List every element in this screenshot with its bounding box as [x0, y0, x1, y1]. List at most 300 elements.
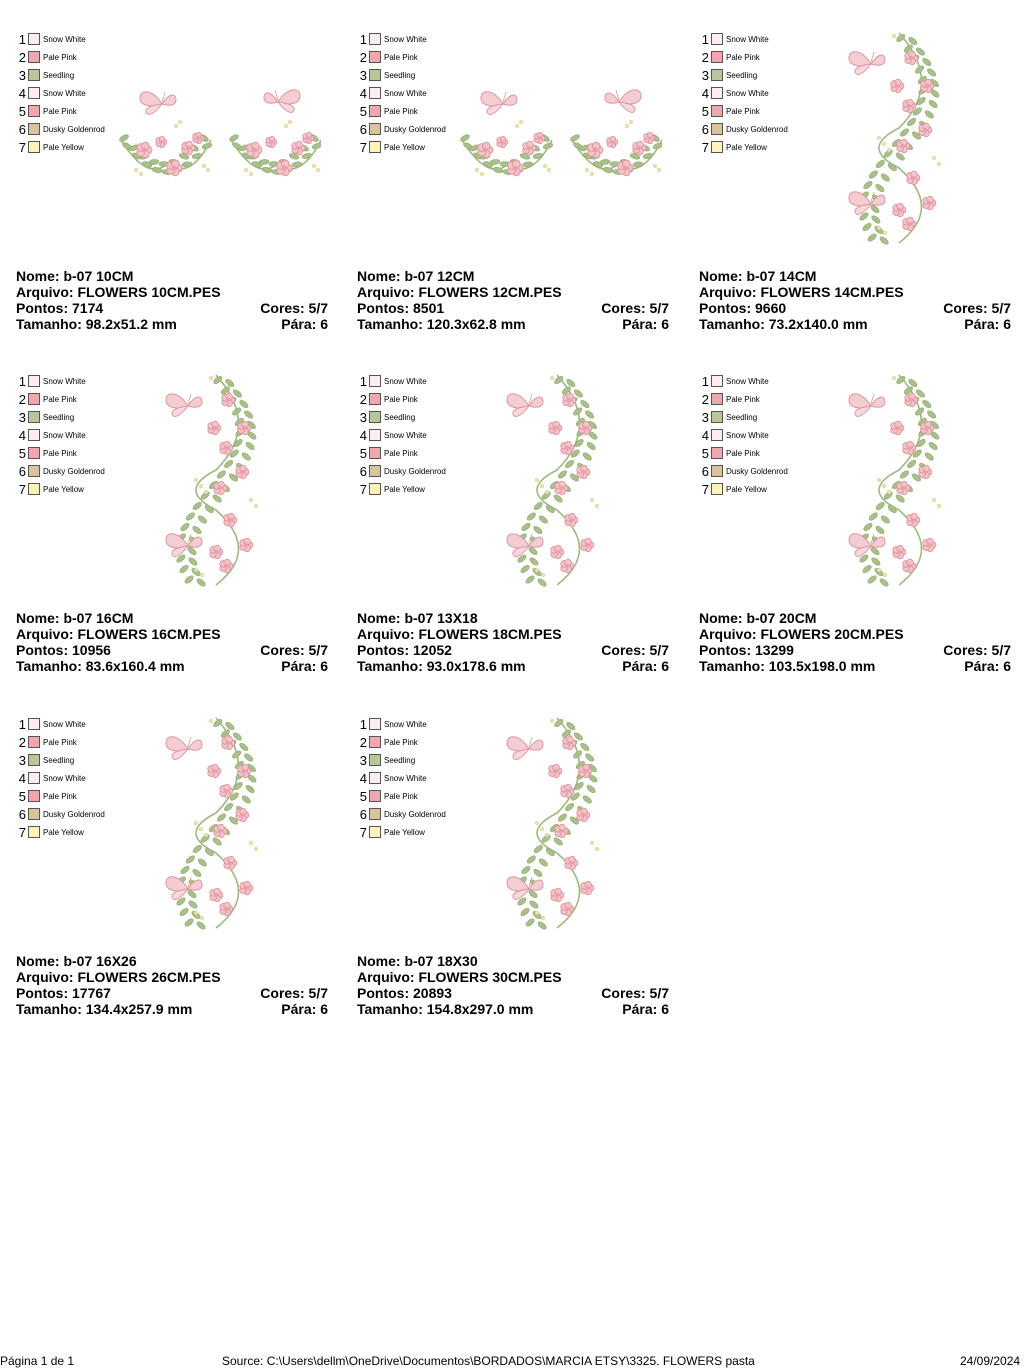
bead-motif	[882, 484, 886, 488]
leaf-motif	[197, 857, 208, 867]
color-swatch	[28, 808, 40, 820]
color-number: 4	[359, 427, 367, 443]
leaf-motif	[862, 522, 873, 532]
bead-motif	[134, 168, 138, 172]
color-row	[14, 30, 105, 48]
flower-motif	[214, 481, 227, 494]
color-number: 3	[359, 67, 367, 83]
flower-motif	[497, 136, 508, 147]
flower-motif	[891, 79, 904, 92]
color-name: Dusky Goldenrod	[43, 466, 105, 476]
bead-motif	[590, 172, 594, 176]
color-name: Seedling	[384, 755, 416, 765]
color-number: 5	[18, 445, 26, 461]
color-number: 7	[18, 481, 26, 497]
color-number: 4	[18, 427, 26, 443]
leaf-motif	[867, 574, 878, 584]
color-row	[355, 733, 446, 751]
leaf-motif	[179, 907, 190, 917]
bead-motif	[535, 821, 539, 825]
leaf-motif	[259, 159, 269, 165]
bead-motif	[545, 490, 549, 494]
design-name: Nome: b-07 14CM	[699, 268, 817, 284]
color-name: Pale Yellow	[43, 142, 84, 152]
color-name: Snow White	[43, 719, 86, 729]
leaf-motif	[528, 556, 539, 566]
color-number: 1	[359, 716, 367, 732]
color-name: Pale Pink	[726, 106, 760, 116]
color-swatch	[28, 465, 40, 477]
leaf-motif	[243, 752, 254, 762]
design-card	[349, 20, 669, 350]
flower-motif	[577, 808, 590, 821]
color-swatch	[28, 826, 40, 838]
bead-motif	[540, 827, 544, 831]
color-number: 2	[701, 49, 709, 65]
bead-motif	[932, 156, 936, 160]
color-row	[14, 751, 105, 769]
color-swatch	[369, 411, 381, 423]
flower-motif	[167, 160, 182, 176]
flower-motif	[577, 465, 590, 478]
butterfly-motif	[166, 394, 202, 417]
leaf-motif	[520, 522, 531, 532]
butterfly-motif	[264, 90, 300, 113]
stop-count: Pára: 6	[622, 316, 669, 332]
leaf-motif	[862, 564, 873, 574]
bead-motif	[174, 124, 178, 128]
color-list	[697, 30, 788, 156]
color-row	[355, 138, 446, 156]
leaf-motif	[533, 501, 544, 511]
leaf-motif	[118, 133, 129, 142]
leaf-motif	[924, 109, 935, 119]
design-size: Tamanho: 154.8x297.0 mm	[357, 1001, 534, 1017]
flower-motif	[893, 545, 906, 558]
color-row	[14, 733, 105, 751]
leaf-motif	[245, 784, 256, 794]
leaf-motif	[574, 438, 585, 448]
leaf-motif	[868, 511, 879, 521]
leaf-motif	[899, 127, 910, 137]
bead-motif	[932, 498, 936, 502]
color-number: 4	[18, 770, 26, 786]
color-row	[697, 372, 788, 390]
flower-motif	[222, 393, 235, 406]
color-row	[14, 390, 105, 408]
color-name: Dusky Goldenrod	[384, 466, 446, 476]
color-swatch	[28, 754, 40, 766]
color-number: 2	[701, 391, 709, 407]
design-name: Nome: b-07 16CM	[16, 610, 134, 626]
color-number: 1	[701, 373, 709, 389]
leaf-motif	[526, 854, 537, 864]
leaf-motif	[586, 441, 597, 451]
color-swatch	[369, 718, 381, 730]
flower-motif	[607, 136, 618, 147]
color-row	[14, 48, 105, 66]
color-name: Snow White	[726, 376, 769, 386]
color-swatch	[28, 429, 40, 441]
color-number: 2	[359, 734, 367, 750]
bead-motif	[249, 498, 253, 502]
leaf-motif	[557, 812, 568, 822]
color-name: Pale Pink	[384, 52, 418, 62]
stop-count: Pára: 6	[964, 316, 1011, 332]
flower-motif	[210, 545, 223, 558]
bead-motif	[316, 168, 320, 172]
flower-motif	[551, 545, 564, 558]
color-swatch	[711, 123, 723, 135]
leaf-motif	[184, 917, 195, 927]
leaf-motif	[538, 514, 549, 524]
color-row	[355, 787, 446, 805]
color-swatch	[369, 393, 381, 405]
color-number: 4	[701, 427, 709, 443]
bead-motif	[480, 172, 484, 176]
design-file: Arquivo: FLOWERS 18CM.PES	[357, 626, 562, 642]
color-row	[355, 823, 446, 841]
color-name: Snow White	[384, 34, 427, 44]
color-list	[14, 372, 105, 498]
flower-motif	[897, 481, 910, 494]
stitch-count: Pontos: 10956	[16, 642, 111, 658]
flower-motif	[897, 139, 910, 152]
color-swatch	[28, 123, 40, 135]
color-number: 3	[701, 67, 709, 83]
color-swatch	[28, 790, 40, 802]
design-name: Nome: b-07 12CM	[357, 268, 475, 284]
flower-motif	[549, 421, 562, 434]
stitch-count: Pontos: 8501	[357, 300, 445, 316]
color-name: Pale Pink	[726, 448, 760, 458]
color-row	[697, 102, 788, 120]
flower-motif	[240, 538, 253, 551]
butterfly-motif	[507, 737, 543, 760]
color-swatch	[28, 483, 40, 495]
color-swatch	[711, 429, 723, 441]
flower-motif	[220, 784, 233, 797]
design-size: Tamanho: 103.5x198.0 mm	[699, 658, 876, 674]
leaf-motif	[916, 96, 927, 106]
flower-motif	[277, 160, 292, 176]
leaf-motif	[916, 438, 927, 448]
color-row	[355, 102, 446, 120]
color-name: Seedling	[384, 412, 416, 422]
flower-motif	[919, 123, 932, 136]
design-card	[691, 20, 1011, 350]
bead-motif	[312, 164, 316, 168]
color-row	[355, 769, 446, 787]
color-name: Snow White	[43, 430, 86, 440]
color-row	[14, 372, 105, 390]
color-number: 5	[359, 788, 367, 804]
flower-motif	[903, 441, 916, 454]
leaf-motif	[187, 899, 198, 909]
design-size: Tamanho: 120.3x62.8 mm	[357, 316, 526, 332]
butterfly-motif	[481, 92, 517, 115]
color-swatch	[369, 87, 381, 99]
color-number: 7	[18, 139, 26, 155]
stop-count: Pára: 6	[281, 316, 328, 332]
leaf-motif	[187, 556, 198, 566]
stop-count: Pára: 6	[622, 658, 669, 674]
color-swatch	[369, 51, 381, 63]
color-row	[14, 715, 105, 733]
color-swatch	[369, 483, 381, 495]
flower-motif	[565, 513, 578, 526]
flower-motif	[563, 393, 576, 406]
color-name: Pale Pink	[43, 52, 77, 62]
color-row	[14, 769, 105, 787]
color-row	[697, 138, 788, 156]
color-number: 4	[701, 85, 709, 101]
bead-motif	[595, 847, 599, 851]
leaf-motif	[233, 438, 244, 448]
color-swatch	[28, 33, 40, 45]
color-number: 1	[359, 31, 367, 47]
leaf-motif	[191, 868, 202, 878]
flower-motif	[563, 736, 576, 749]
bead-motif	[877, 226, 881, 230]
color-name: Pale Pink	[384, 448, 418, 458]
color-name: Dusky Goldenrod	[43, 124, 105, 134]
color-swatch	[711, 483, 723, 495]
color-row	[697, 480, 788, 498]
leaf-motif	[862, 180, 873, 190]
color-swatch	[711, 465, 723, 477]
color-swatch	[369, 826, 381, 838]
color-name: Pale Pink	[384, 106, 418, 116]
color-number: 7	[359, 139, 367, 155]
leaf-motif	[537, 577, 548, 587]
leaf-motif	[542, 142, 553, 150]
bead-motif	[200, 916, 204, 920]
color-swatch	[369, 790, 381, 802]
flower-motif	[182, 141, 195, 154]
color-name: Pale Pink	[43, 448, 77, 458]
design-size: Tamanho: 93.0x178.6 mm	[357, 658, 526, 674]
color-row	[355, 372, 446, 390]
color-row	[355, 715, 446, 733]
color-swatch	[369, 33, 381, 45]
color-row	[697, 444, 788, 462]
color-number: 5	[359, 445, 367, 461]
color-number: 6	[359, 806, 367, 822]
bead-motif	[937, 504, 941, 508]
design-card	[349, 362, 669, 692]
flower-motif	[224, 513, 237, 526]
bead-motif	[540, 484, 544, 488]
color-swatch	[28, 411, 40, 423]
color-number: 3	[18, 409, 26, 425]
bead-motif	[937, 162, 941, 166]
color-number: 1	[18, 373, 26, 389]
color-row	[355, 390, 446, 408]
bead-motif	[535, 568, 539, 572]
color-name: Snow White	[43, 34, 86, 44]
color-number: 4	[359, 85, 367, 101]
flower-motif	[224, 856, 237, 869]
leaf-motif	[526, 511, 537, 521]
color-swatch	[711, 141, 723, 153]
leaf-motif	[574, 781, 585, 791]
color-count: Cores: 5/7	[601, 300, 669, 316]
stitch-count: Pontos: 17767	[16, 985, 111, 1001]
design-info	[357, 953, 669, 1017]
flower-motif	[565, 856, 578, 869]
color-row	[697, 48, 788, 66]
flower-motif	[905, 393, 918, 406]
color-name: Dusky Goldenrod	[43, 809, 105, 819]
color-list	[355, 715, 446, 841]
flower-motif	[214, 824, 227, 837]
source-path: Source: C:\Users\dellm\OneDrive\Documentos\BORDADOS\MARCIA ETSY\3325. FLOWERS pasta	[222, 1354, 755, 1368]
flower-motif	[907, 171, 920, 184]
leaf-motif	[490, 159, 500, 165]
bead-motif	[535, 911, 539, 915]
color-number: 5	[18, 103, 26, 119]
color-row	[355, 408, 446, 426]
color-swatch	[369, 141, 381, 153]
color-number: 7	[701, 481, 709, 497]
color-swatch	[28, 51, 40, 63]
color-row	[14, 408, 105, 426]
leaf-motif	[185, 511, 196, 521]
color-name: Dusky Goldenrod	[726, 466, 788, 476]
color-number: 2	[359, 49, 367, 65]
color-number: 4	[18, 85, 26, 101]
color-name: Pale Pink	[43, 737, 77, 747]
bead-motif	[892, 34, 896, 38]
design-file: Arquivo: FLOWERS 10CM.PES	[16, 284, 221, 300]
bead-motif	[535, 478, 539, 482]
flower-motif	[508, 160, 523, 176]
flower-motif	[137, 142, 152, 158]
color-row	[14, 120, 105, 138]
butterfly-motif	[507, 394, 543, 417]
design-card	[8, 362, 328, 692]
design-info	[357, 268, 669, 332]
color-name: Snow White	[726, 88, 769, 98]
design-size: Tamanho: 83.6x160.4 mm	[16, 658, 185, 674]
bead-motif	[249, 172, 253, 176]
color-swatch	[711, 33, 723, 45]
bead-motif	[625, 124, 629, 128]
leaf-motif	[532, 525, 543, 535]
flower-motif	[478, 142, 493, 158]
leaf-motif	[569, 133, 580, 142]
leaf-motif	[196, 577, 207, 587]
flower-motif	[240, 881, 253, 894]
flower-motif	[156, 136, 167, 147]
design-card	[8, 705, 328, 1035]
design-info	[16, 953, 328, 1017]
color-name: Seedling	[726, 412, 758, 422]
color-name: Pale Pink	[726, 52, 760, 62]
color-number: 5	[18, 788, 26, 804]
color-row	[14, 462, 105, 480]
bead-motif	[194, 821, 198, 825]
bead-motif	[204, 490, 208, 494]
color-row	[14, 787, 105, 805]
bead-motif	[202, 164, 206, 168]
color-swatch	[369, 808, 381, 820]
bead-motif	[199, 484, 203, 488]
color-row	[697, 30, 788, 48]
color-row	[14, 84, 105, 102]
leaf-motif	[525, 917, 536, 927]
color-swatch	[711, 87, 723, 99]
bead-motif	[877, 568, 881, 572]
color-number: 3	[701, 409, 709, 425]
leaf-motif	[862, 222, 873, 232]
color-row	[355, 84, 446, 102]
flower-motif	[555, 824, 568, 837]
print-date: 24/09/2024	[960, 1354, 1021, 1368]
butterfly-motif	[140, 92, 176, 115]
color-row	[14, 102, 105, 120]
color-swatch	[369, 123, 381, 135]
color-swatch	[711, 447, 723, 459]
color-name: Seedling	[43, 412, 75, 422]
flower-motif	[581, 881, 594, 894]
leaf-motif	[875, 501, 886, 511]
bead-motif	[629, 120, 633, 124]
leaf-motif	[868, 169, 879, 179]
butterfly-motif	[605, 90, 641, 113]
stop-count: Pára: 6	[281, 658, 328, 674]
leaf-motif	[241, 451, 252, 461]
stop-count: Pára: 6	[964, 658, 1011, 674]
butterfly-motif	[849, 394, 885, 417]
leaf-motif	[879, 235, 890, 245]
leaf-motif	[643, 152, 654, 159]
color-name: Snow White	[43, 773, 86, 783]
bead-motif	[475, 168, 479, 172]
leaf-motif	[870, 556, 881, 566]
design-name: Nome: b-07 18X30	[357, 953, 478, 969]
bead-motif	[254, 504, 258, 508]
color-number: 5	[359, 103, 367, 119]
butterfly-motif	[166, 737, 202, 760]
color-name: Pale Yellow	[726, 484, 767, 494]
color-number: 7	[359, 824, 367, 840]
flower-motif	[588, 142, 603, 158]
color-swatch	[369, 447, 381, 459]
color-row	[697, 66, 788, 84]
color-list	[14, 30, 105, 156]
flower-motif	[210, 888, 223, 901]
color-list	[14, 715, 105, 841]
color-number: 1	[18, 716, 26, 732]
color-row	[14, 823, 105, 841]
leaf-motif	[459, 133, 470, 142]
color-number: 2	[18, 391, 26, 407]
leaf-motif	[191, 525, 202, 535]
bead-motif	[541, 573, 545, 577]
color-swatch	[369, 465, 381, 477]
embroidery-preview	[497, 713, 617, 938]
color-name: Pale Yellow	[384, 142, 425, 152]
color-list	[355, 30, 446, 156]
color-row	[697, 426, 788, 444]
flower-motif	[905, 51, 918, 64]
color-row	[697, 390, 788, 408]
bead-motif	[892, 376, 896, 380]
color-name: Pale Yellow	[43, 827, 84, 837]
color-name: Snow White	[384, 376, 427, 386]
